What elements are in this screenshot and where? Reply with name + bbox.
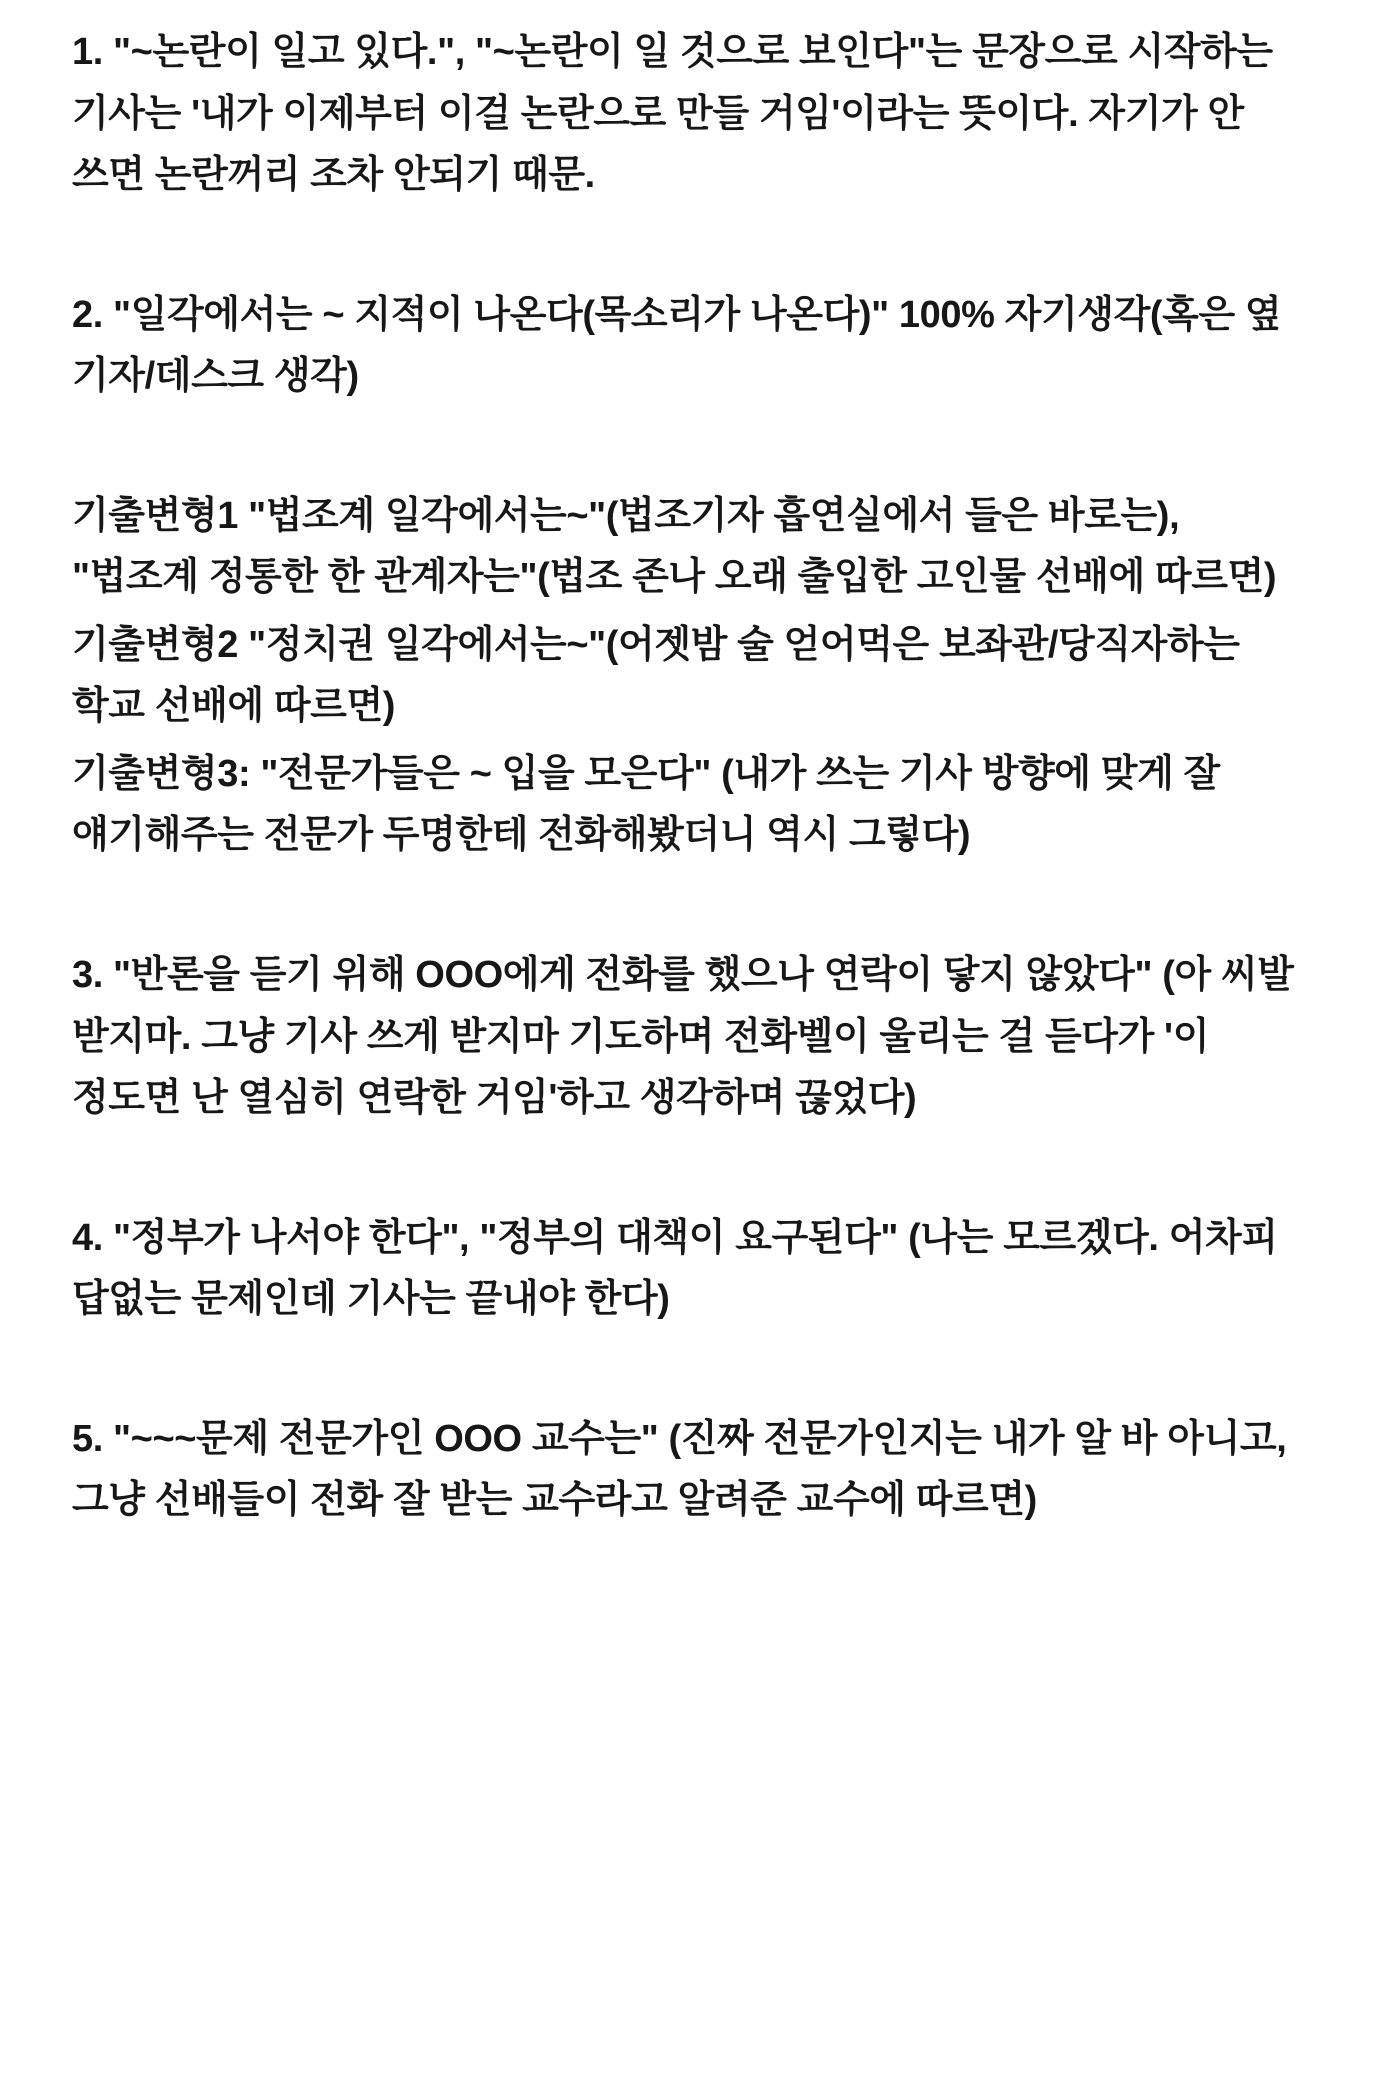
- paragraph-spacer: [72, 408, 1315, 486]
- paragraph-variant-3: 기출변형3: "전문가들은 ~ 입을 모은다" (내가 쓰는 기사 방향에 맞게 잘 얘기해주는 전문가 두명한테 전화해봤더니 역시 그렇다): [72, 752, 1220, 857]
- paragraph-item-2: 2. "일각에서는 ~ 지적이 나온다(목소리가 나온다)" 100% 자기생각(혹은 옆 기자/데스크 생각): [72, 293, 1282, 398]
- paragraph-spacer: [72, 207, 1315, 285]
- paragraph-item-3: 3. "반론을 듣기 위해 OOO에게 전화를 했으나 연락이 닿지 않았다" (아 씨발 받지마. 그냥 기사 쓰게 받지마 기도하며 전화벨이 울리는 걸 듣다가 '이 정도면 난 열심히 연락한 거임'하고 생각하며 끊었다): [72, 954, 1294, 1120]
- paragraph-variant-1: 기출변형1 "법조계 일각에서는~"(법조기자 흡연실에서 들은 바로는), "법조계 정통한 한 관계자는"(법조 존나 오래 출입한 고인물 선배에 따르면): [72, 494, 1277, 599]
- paragraph-spacer: [72, 1130, 1315, 1208]
- paragraph-spacer: [72, 1331, 1315, 1409]
- paragraph-item-4: 4. "정부가 나서야 한다", "정부의 대책이 요구된다" (나는 모르겠다. 어차피 답없는 문제인데 기사는 끝내야 한다): [72, 1216, 1278, 1321]
- variant-group: [72, 486, 1315, 867]
- paragraph-variant-2: 기출변형2 "정치권 일각에서는~"(어젯밤 술 얻어먹은 보좌관/당직자하는 학교 선배에 따르면): [72, 623, 1240, 728]
- paragraph-item-5: 5. "~~~문제 전문가인 OOO 교수는" (진짜 전문가인지는 내가 알 바 아니고, 그냥 선배들이 전화 잘 받는 교수라고 알려준 교수에 따르면): [72, 1417, 1287, 1522]
- paragraph-item-1: 1. "~논란이 일고 있다.", "~논란이 일 것으로 보인다"는 문장으로 시작하는 기사는 '내가 이제부터 이걸 논란으로 만들 거임'이라는 뜻이다. 자기가 안 쓰면 논란꺼리 조차 안되기 때문.: [72, 31, 1273, 197]
- paragraph-spacer: [72, 867, 1315, 945]
